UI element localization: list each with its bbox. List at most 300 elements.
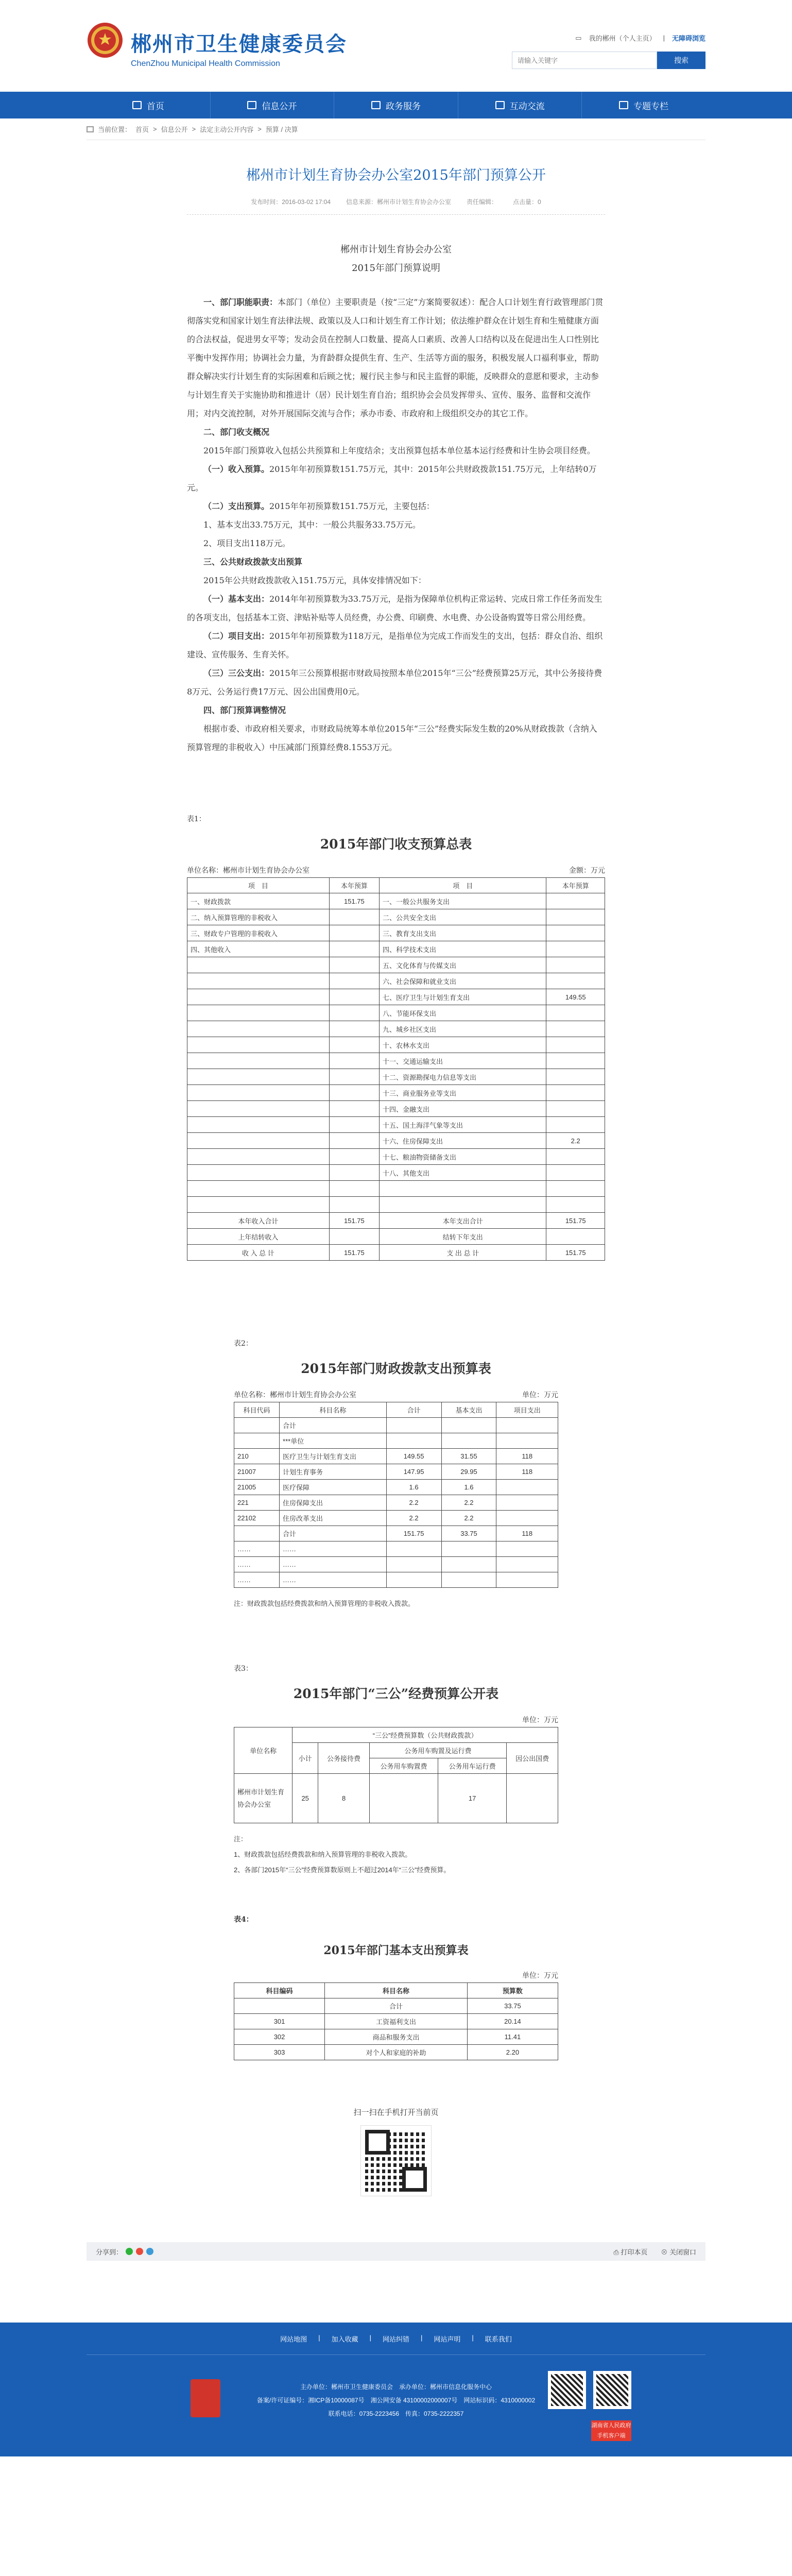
- table-cell: [546, 1037, 605, 1053]
- footer-sep: |: [369, 2334, 371, 2342]
- table1-header: 项 目: [187, 878, 330, 893]
- table3-cell: [369, 1774, 438, 1823]
- table-cell: ……: [280, 1541, 387, 1557]
- table-row: [234, 2029, 558, 2045]
- table-cell: [187, 989, 330, 1005]
- paragraph-text: 根据市委、市政府相关要求，市财政局统筹本单位2015年“三公”经费实际发生数的20%从财政拨款（含纳入预算管理的非税收入）中压减部门预算经费8.1553万元。: [187, 724, 597, 752]
- table-cell: 一、财政拨款: [187, 893, 330, 909]
- view-count: 点击量：0: [513, 198, 541, 206]
- table-cell: [546, 1005, 605, 1021]
- table-cell: [187, 1085, 330, 1101]
- table4-header: 科目编码: [234, 1983, 325, 1998]
- table-row: [234, 2045, 558, 2060]
- nav-item-home[interactable]: [87, 92, 210, 118]
- table-row: [187, 1053, 605, 1069]
- footer-link-contact[interactable]: 联系我们: [485, 2335, 512, 2343]
- table-cell: 2.2: [386, 1511, 441, 1526]
- table-row: [234, 1449, 558, 1464]
- nav-item-interact[interactable]: [458, 92, 582, 118]
- qr-label: 扫一扫在手机打开当前页: [353, 2108, 439, 2117]
- table-row: [187, 989, 605, 1005]
- qq-icon[interactable]: [146, 2248, 153, 2255]
- article-paragraph: [187, 571, 605, 590]
- table4-tag: 表4：: [234, 1916, 253, 1924]
- table-cell: [187, 1069, 330, 1085]
- table-cell: [329, 1069, 379, 1085]
- table-row: [187, 925, 605, 941]
- table3-cell: 17: [438, 1774, 507, 1823]
- table-cell: 20.14: [467, 2014, 558, 2029]
- table-row: [234, 1541, 558, 1557]
- table-cell: [187, 1165, 330, 1181]
- print-button[interactable]: ⎙ 打印本页: [613, 2248, 648, 2256]
- table-cell: 十六、住房保障支出: [380, 1133, 546, 1149]
- article-paragraph: [187, 701, 605, 720]
- table3: [234, 1727, 558, 1823]
- paragraph-text: 2015年三公预算根据市财政局按照本单位2015年“三公”经费预算25万元，其中公务接待费8万元、公务运行费17万元、因公出国费用0元。: [187, 668, 602, 697]
- table-cell: 2.2: [441, 1495, 496, 1511]
- table3-title: 2015年部门“三公”经费预算公开表: [293, 1686, 499, 1701]
- table-cell: 十八、其他支出: [380, 1165, 546, 1181]
- table4-header: 科目名称: [325, 1983, 468, 1998]
- table-cell: ……: [280, 1557, 387, 1572]
- article-paragraph: [187, 590, 605, 627]
- table-cell: 十四、金融支出: [380, 1101, 546, 1117]
- table1-unit: 金额：万元: [569, 867, 605, 875]
- table-cell: 1.6: [441, 1480, 496, 1495]
- article: [87, 164, 705, 2196]
- home-icon: [132, 101, 142, 109]
- table-row: [234, 1572, 558, 1588]
- table-cell: 上年结转收入: [187, 1229, 330, 1245]
- wechat-icon[interactable]: [126, 2248, 133, 2255]
- table-cell: 八、节能环保支出: [380, 1005, 546, 1021]
- paragraph-text: 本部门（单位）主要职责是（按“三定”方案简要叙述）：配合人口计划生育行政管理部门贯彻落实党和国家计划生育法律法规、政策以及人口和计划生育工作计划；依法维护群众在计划生育和生殖健康方面的合法权益，促进男女平等；发动会员在控制人口数量、提高人口素质、改善人口结构以及在促进出生人口性别比平衡中发挥作用；协调社会力量，为育龄群众提供生育、生产、生活等方面的服务，积极发展人口福利事业，帮助群众解决实行计划生育的实际困难和后顾之忧；履行民主参与和民主监督的职能，反映群众的意愿和要求，主动参与计划生育关于实施协助和推进计（居）民计划生育自治；组织协会会员发挥带头、宣传、服务、监督和交流作用；对内交流控制，对外开展国际交流与合作；承办市委、市政府和上级组织交办的其它工作。: [187, 297, 604, 418]
- paragraph-text: 2014年年初预算数为33.75万元，是指为保障单位机构正常运转、完成日常工作任务而发生的各项支出，包括基本工资、津贴补贴等人员经费，办公费、印刷费、水电费、办公设备购置等日常公用经费。: [187, 594, 602, 622]
- table1-header: 本年预算: [546, 878, 605, 893]
- nav-label: 政务服务: [385, 101, 421, 111]
- table3-header: 因公出国费: [507, 1743, 558, 1774]
- table2-org: 单位名称：郴州市计划生育协会办公室: [234, 1391, 356, 1399]
- table2-header: 科目代码: [234, 1402, 280, 1418]
- table3-cell: 25: [292, 1774, 318, 1823]
- table-row: [187, 1037, 605, 1053]
- table-cell: [187, 1133, 330, 1149]
- table-row: [187, 1181, 605, 1197]
- table-row: [187, 1165, 605, 1181]
- publish-time: 发布时间：2016-03-02 17:04: [251, 198, 331, 206]
- table-cell: [234, 1526, 280, 1541]
- table-cell: [441, 1418, 496, 1433]
- my-page-link[interactable]: 我的郴州（个人主页）: [589, 35, 656, 42]
- table-row: [187, 1149, 605, 1165]
- table-cell: 151.75: [546, 1245, 605, 1261]
- breadcrumb-legal[interactable]: 法定主动公开内容: [200, 126, 254, 133]
- table-cell: 计划生育事务: [280, 1464, 387, 1480]
- article-paragraph: [187, 293, 605, 423]
- paragraph-text: 2015年年初预算数为118万元，是指单位为完成工作而发生的支出，包括：群众自治、组织建设、宣传服务、生育关怀。: [187, 631, 603, 659]
- table-row: [187, 909, 605, 925]
- search-button[interactable]: 搜索: [657, 52, 705, 69]
- table1-body: [187, 893, 605, 1261]
- table-row: [234, 1495, 558, 1511]
- table-cell: [546, 893, 605, 909]
- table-cell: [329, 989, 379, 1005]
- table-cell: 对个人和家庭的补助: [325, 2045, 468, 2060]
- table-cell: ***单位: [280, 1433, 387, 1449]
- table-cell: [329, 941, 379, 957]
- table-cell: [546, 1021, 605, 1037]
- footer-links: [0, 2334, 792, 2344]
- table-cell: 本年支出合计: [380, 1213, 546, 1229]
- table-cell: [386, 1433, 441, 1449]
- site-footer: [0, 2323, 792, 2456]
- nav-item-service[interactable]: [334, 92, 458, 118]
- table3-cell: 8: [318, 1774, 370, 1823]
- table-cell: [187, 1101, 330, 1117]
- article-paragraph: [187, 460, 605, 497]
- close-label: 关闭窗口: [669, 2248, 696, 2256]
- table-cell: 2.2: [441, 1511, 496, 1526]
- table-cell: 2.2: [386, 1495, 441, 1511]
- footer-sep: |: [421, 2334, 423, 2342]
- table-row: [187, 1021, 605, 1037]
- table3-header: “三公”经费预算数（公共财政拨款）: [292, 1727, 558, 1743]
- footer-sep: |: [318, 2334, 320, 2342]
- site-header: [0, 0, 792, 92]
- table-cell: [187, 1037, 330, 1053]
- table2-header: 项目支出: [496, 1402, 558, 1418]
- table3-unit: 单位：万元: [522, 1716, 558, 1724]
- paragraph-heading: （二）支出预算。: [203, 501, 270, 511]
- table1-org: 单位名称：郴州市计划生育协会办公室: [187, 867, 309, 875]
- table-cell: [441, 1557, 496, 1572]
- table-cell: [187, 1181, 330, 1197]
- table-cell: [546, 1165, 605, 1181]
- table2-header: 科目名称: [280, 1402, 387, 1418]
- home-icon: [87, 126, 94, 132]
- article-paragraph: [187, 442, 605, 460]
- table-cell: 118: [496, 1449, 558, 1464]
- table-cell: [386, 1557, 441, 1572]
- table-row: [187, 1069, 605, 1085]
- table-row: [187, 893, 605, 909]
- table1: [187, 877, 605, 1261]
- table-row: [234, 1557, 558, 1572]
- table-cell: 九、城乡社区支出: [380, 1021, 546, 1037]
- table-cell: [546, 941, 605, 957]
- table-cell: 31.55: [441, 1449, 496, 1464]
- table-cell: 商品和服务支出: [325, 2029, 468, 2045]
- article-paragraph: [187, 720, 605, 757]
- paragraph-heading: 三、公共财政拨款支出预算: [203, 557, 303, 567]
- table-row: [187, 957, 605, 973]
- paragraph-text: 2015年年初预算数151.75万元，其中：2015年公共财政拨款151.75万元，上年结转0万元。: [187, 464, 597, 493]
- table1-header: 本年预算: [329, 878, 379, 893]
- table-cell: 四、其他收入: [187, 941, 330, 957]
- footer-sep: |: [472, 2334, 474, 2342]
- article-title: 郴州市计划生育协会办公室2015年部门预算公开: [246, 167, 546, 183]
- table-cell: [496, 1433, 558, 1449]
- footer-info-line: 备案/许可证编号：湘ICP备10000087号 湘公网安备 43100002000007号 网站标识码：4310000002: [256, 2397, 536, 2404]
- table3-note: 注：: [234, 1835, 248, 1843]
- table-cell: [496, 1557, 558, 1572]
- table-cell: 结转下年支出: [380, 1229, 546, 1245]
- nav-item-info[interactable]: [210, 92, 334, 118]
- table-cell: 合计: [325, 1998, 468, 2014]
- share-group: [96, 2247, 153, 2257]
- site-brand[interactable]: [131, 28, 347, 69]
- table3-note: 2、各部门2015年“三公”经费预算数原则上不超过2014年“三公”经费预算。: [234, 1866, 451, 1874]
- footer-link-statement[interactable]: 网站声明: [434, 2335, 461, 2343]
- table-row: [187, 1213, 605, 1229]
- table-cell: [496, 1541, 558, 1557]
- footer-info: [0, 2380, 792, 2420]
- table-cell: 住房保障支出: [280, 1495, 387, 1511]
- share-bar: [87, 2242, 705, 2261]
- table-row: [187, 1229, 605, 1245]
- breadcrumb-budget[interactable]: 预算 / 决算: [265, 126, 298, 133]
- table-cell: [187, 973, 330, 989]
- table-cell: [496, 1480, 558, 1495]
- table-row: [234, 1480, 558, 1495]
- breadcrumb-home[interactable]: 首页: [135, 126, 149, 133]
- table-cell: [386, 1572, 441, 1588]
- breadcrumb-sep: >: [257, 125, 262, 133]
- table4-block: [234, 1914, 558, 2060]
- mobile-client-badge[interactable]: 湖南省人民政府 手机客户端: [591, 2420, 631, 2441]
- table-cell: [546, 1149, 605, 1165]
- table3-block: [234, 1663, 558, 1878]
- table-cell: 一、一般公共服务支出: [380, 893, 546, 909]
- table1-caption: [187, 865, 605, 875]
- paragraph-text: 2015年公共财政拨款收入151.75万元，具体安排情况如下：: [203, 575, 426, 585]
- search-bar: [512, 52, 705, 69]
- table-cell: [329, 1005, 379, 1021]
- table-cell: [234, 1433, 280, 1449]
- article-meta: [87, 197, 705, 206]
- table-cell: ……: [234, 1541, 280, 1557]
- table-row: [187, 973, 605, 989]
- nav-item-topics[interactable]: [581, 92, 705, 118]
- table-cell: [329, 909, 379, 925]
- table-cell: [329, 1053, 379, 1069]
- table-row: [234, 1998, 558, 2014]
- divider: |: [663, 34, 665, 42]
- doc-title: 2015年部门预算说明: [352, 263, 440, 274]
- table-cell: [187, 1005, 330, 1021]
- table-cell: 十二、资源勘探电力信息等支出: [380, 1069, 546, 1085]
- table-cell: [329, 1101, 379, 1117]
- qr-code-icon: [548, 2371, 586, 2409]
- paragraph-text: 1、基本支出33.75万元，其中：一般公共服务33.75万元。: [203, 520, 421, 530]
- weibo-icon[interactable]: [136, 2248, 143, 2255]
- table-row: [187, 1117, 605, 1133]
- page-actions: [613, 2247, 696, 2257]
- table-cell: ……: [234, 1557, 280, 1572]
- table-cell: [441, 1541, 496, 1557]
- table-cell: 十三、商业服务业等支出: [380, 1085, 546, 1101]
- table-cell: [496, 1495, 558, 1511]
- table-cell: [187, 957, 330, 973]
- table3-tag: 表3：: [234, 1665, 253, 1673]
- table-cell: 303: [234, 2045, 325, 2060]
- table-cell: 医疗卫生与计划生育支出: [280, 1449, 387, 1464]
- table-cell: [546, 909, 605, 925]
- paragraph-list: [187, 293, 605, 757]
- table-cell: [329, 1165, 379, 1181]
- table2: [234, 1402, 558, 1588]
- table-cell: 十一、交通运输支出: [380, 1053, 546, 1069]
- table-cell: 151.75: [386, 1526, 441, 1541]
- table-row: [234, 1526, 558, 1541]
- table4-header: 预算数: [467, 1983, 558, 1998]
- table2-title: 2015年部门财政拨款支出预算表: [301, 1361, 491, 1376]
- article-paragraph: [187, 423, 605, 442]
- table-cell: [546, 973, 605, 989]
- table-cell: 210: [234, 1449, 280, 1464]
- paragraph-heading: （三）三公支出：: [203, 668, 270, 678]
- table-cell: 302: [234, 2029, 325, 2045]
- table3-note: 1、财政拨款包括经费拨款和纳入预算管理的非税收入拨款。: [234, 1851, 412, 1858]
- table-cell: 1.6: [386, 1480, 441, 1495]
- table-cell: ……: [234, 1572, 280, 1588]
- paragraph-heading: （一）基本支出：: [203, 594, 270, 604]
- table-cell: [441, 1572, 496, 1588]
- nav-label: 信息公开: [262, 101, 297, 111]
- table-cell: 21005: [234, 1480, 280, 1495]
- table2-header: 合计: [386, 1402, 441, 1418]
- table-cell: 六、社会保障和就业支出: [380, 973, 546, 989]
- paragraph-heading: 一、部门职能职责：: [203, 297, 278, 307]
- table-row: [187, 1101, 605, 1117]
- footer-link-correction[interactable]: 网站纠错: [382, 2335, 409, 2343]
- table-cell: [329, 973, 379, 989]
- table-cell: [187, 1053, 330, 1069]
- table-cell: 33.75: [467, 1998, 558, 2014]
- print-label: 打印本页: [621, 2248, 648, 2256]
- paragraph-text: 2、项目支出118万元。: [203, 538, 290, 548]
- table2-caption: [234, 1389, 558, 1400]
- footer-qr-codes: [548, 2371, 631, 2409]
- table-cell: [546, 1085, 605, 1101]
- table2-tag: 表2：: [234, 1340, 253, 1348]
- qr-code-icon: [361, 2126, 431, 2196]
- table1-block: [187, 814, 605, 1261]
- table2-unit: 单位：万元: [522, 1391, 558, 1399]
- table-cell: 2.2: [546, 1133, 605, 1149]
- table-cell: [546, 925, 605, 941]
- table-cell: 151.75: [546, 1213, 605, 1229]
- breadcrumb-info[interactable]: 信息公开: [161, 126, 188, 133]
- table-cell: 221: [234, 1495, 280, 1511]
- footer-info-line: 主办单位：郴州市卫生健康委员会 承办单位：郴州市信息化服务中心: [300, 2383, 492, 2391]
- nav-label: 专题专栏: [633, 101, 669, 111]
- search-input[interactable]: [512, 52, 657, 69]
- table-cell: 11.41: [467, 2029, 558, 2045]
- paragraph-heading: （二）项目支出：: [203, 631, 270, 641]
- table-cell: 149.55: [546, 989, 605, 1005]
- table-cell: [329, 1133, 379, 1149]
- main-nav: [0, 92, 792, 118]
- monitor-icon: ▭: [575, 33, 582, 42]
- table-cell: 十五、国土海洋气象等支出: [380, 1117, 546, 1133]
- article-paragraph: [187, 516, 605, 534]
- paragraph-heading: （一）收入预算。: [203, 464, 270, 474]
- footer-info-line: 联系电话：0735-2223456 传真：0735-2222357: [328, 2410, 464, 2417]
- table4-title: 2015年部门基本支出预算表: [323, 1944, 469, 1957]
- table-cell: 十七、粮油物资储备支出: [380, 1149, 546, 1165]
- site-name-en: ChenZhou Municipal Health Commission: [131, 59, 280, 68]
- table-cell: [187, 1021, 330, 1037]
- table-row: [187, 1085, 605, 1101]
- table3-header: 公务用车运行费: [438, 1758, 507, 1774]
- table2-note: 注：财政拨款包括经费拨款和纳入预算管理的非税收入拨款。: [234, 1600, 415, 1607]
- table-row: [234, 1418, 558, 1433]
- breadcrumb-sep: >: [153, 125, 157, 133]
- table-cell: 301: [234, 2014, 325, 2029]
- table-cell: 147.95: [386, 1464, 441, 1480]
- table4-unit: 单位：万元: [522, 1972, 558, 1980]
- table-cell: [546, 1197, 605, 1213]
- table-cell: ……: [280, 1572, 387, 1588]
- footer-link-favorite[interactable]: 加入收藏: [331, 2335, 358, 2343]
- footer-link-sitemap[interactable]: 网站地图: [280, 2335, 307, 2343]
- table-cell: [329, 957, 379, 973]
- table-cell: [329, 1181, 379, 1197]
- table3-header: 小计: [292, 1743, 318, 1774]
- national-emblem-icon: [87, 22, 124, 59]
- article-paragraph: [187, 534, 605, 553]
- table-cell: 二、纳入预算管理的非税收入: [187, 909, 330, 925]
- table2-header: 基本支出: [441, 1402, 496, 1418]
- nav-label: 互动交流: [509, 101, 545, 111]
- accessibility-link[interactable]: 无障碍浏览: [672, 35, 705, 42]
- table-row: [234, 1511, 558, 1526]
- article-body: [187, 215, 605, 757]
- article-paragraph: [187, 664, 605, 701]
- table-cell: 合计: [280, 1418, 387, 1433]
- paragraph-heading: 四、部门预算调整情况: [203, 705, 286, 715]
- breadcrumb-sep: >: [192, 125, 196, 133]
- table3-header: 公务用车购置费: [369, 1758, 438, 1774]
- table-cell: 医疗保障: [280, 1480, 387, 1495]
- table3-caption: [234, 1715, 558, 1725]
- table-row: [187, 1133, 605, 1149]
- table-cell: [386, 1418, 441, 1433]
- table-cell: [329, 1149, 379, 1165]
- table-row: [187, 1197, 605, 1213]
- footer-divider: [87, 2354, 705, 2355]
- service-icon: [371, 101, 381, 109]
- org-name: 郴州市计划生育协会办公室: [340, 244, 452, 255]
- table4-caption: [234, 1970, 558, 1980]
- table3-header: 单位名称: [234, 1727, 292, 1774]
- table-cell: [187, 1117, 330, 1133]
- table-cell: [546, 1101, 605, 1117]
- qr-section: [87, 2107, 705, 2196]
- table-cell: 二、公共安全支出: [380, 909, 546, 925]
- table-row: [234, 2014, 558, 2029]
- table-cell: [329, 1229, 379, 1245]
- table-row: [187, 941, 605, 957]
- table-cell: 十、农林水支出: [380, 1037, 546, 1053]
- close-window-button[interactable]: ⊗ 关闭窗口: [661, 2248, 696, 2256]
- table-cell: 33.75: [441, 1526, 496, 1541]
- table-cell: [329, 1037, 379, 1053]
- table-cell: 151.75: [329, 1245, 379, 1261]
- table-cell: [234, 1418, 280, 1433]
